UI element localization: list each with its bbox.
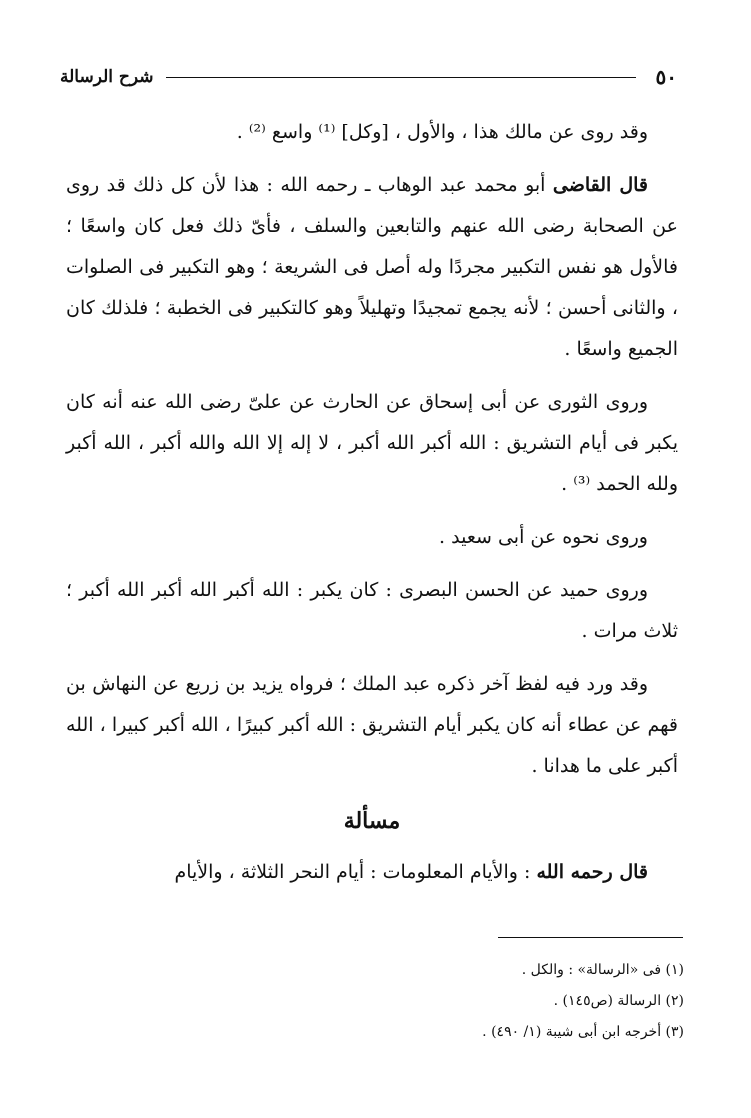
footnote-3: (٣) أخرجه ابن أبى شيبة (١/ ٤٩٠) . — [482, 1024, 684, 1040]
paragraph-text: وروى حميد عن الحسن البصرى : كان يكبر : الله أكبر الله أكبر الله أكبر ؛ ثلاث مرات . — [66, 579, 678, 642]
page-number: ٥٠ — [655, 65, 677, 89]
paragraph-text: وروى الثورى عن أبى إسحاق عن الحارث عن علىّ رضى الله عنه أنه كان يكبر فى أيام التشريق : الله أكبر الله أكبر ، لا إله إلا الله والله أكبر ، الله أكبر ولله الحمد ⁽³⁾ . — [66, 391, 678, 495]
page-header — [60, 62, 677, 92]
paragraph-2 — [66, 165, 678, 370]
paragraph-lead: قال القاضى — [552, 174, 648, 196]
paragraph-text: وقد روى عن مالك هذا ، والأول ، [وكل] ⁽¹⁾ واسع ⁽²⁾ . — [236, 121, 648, 143]
paragraph-3 — [66, 382, 678, 505]
section-heading: مسألة — [343, 808, 401, 834]
paragraph-text: وقد ورد فيه لفظ آخر ذكره عبد الملك ؛ فرواه يزيد بن زريع عن النهاش بن قهم عن عطاء أنه كان يكبر أيام التشريق : الله أكبر كبيرًا ، الله أكبر كبيرا ، الله أكبر على ما هدانا . — [66, 673, 678, 777]
running-title: شرح الرسالة — [60, 67, 154, 87]
section-lead: قال رحمه الله — [536, 861, 648, 883]
main-text — [66, 112, 678, 905]
paragraph-5 — [66, 570, 678, 652]
paragraph-text: أبو محمد عبد الوهاب ـ رحمه الله : هذا لأن كل ذلك قد روى عن الصحابة رضى الله عنهم والتابعين والسلف ، فأىّ ذلك فعل كان واسعًا ؛ فالأول هو نفس التكبير مجردًا وله أصل فى الشريعة ؛ وهو التكبير فى الصلوات ، والثانى أحسن ؛ لأنه يجمع تمجيدًا وتهليلاً وهو كالتكبير فى الخطبة ؛ فلذلك كان الجميع واسعًا . — [66, 174, 678, 360]
paragraph-6 — [66, 664, 678, 787]
footnotes — [300, 955, 684, 1048]
section-text: : والأيام المعلومات : أيام النحر الثلاثة ، والأيام — [174, 861, 537, 883]
footnote-rule — [498, 937, 683, 938]
paragraph-1 — [66, 112, 678, 153]
footnote-1: (١) فى «الرسالة» : والكل . — [521, 962, 684, 978]
header-rule — [166, 77, 636, 78]
footnote-2: (٢) الرسالة (ص١٤٥) . — [553, 993, 684, 1009]
section-paragraph — [66, 852, 678, 893]
paragraph-4 — [66, 517, 678, 558]
paragraph-text: وروى نحوه عن أبى سعيد . — [439, 526, 648, 548]
